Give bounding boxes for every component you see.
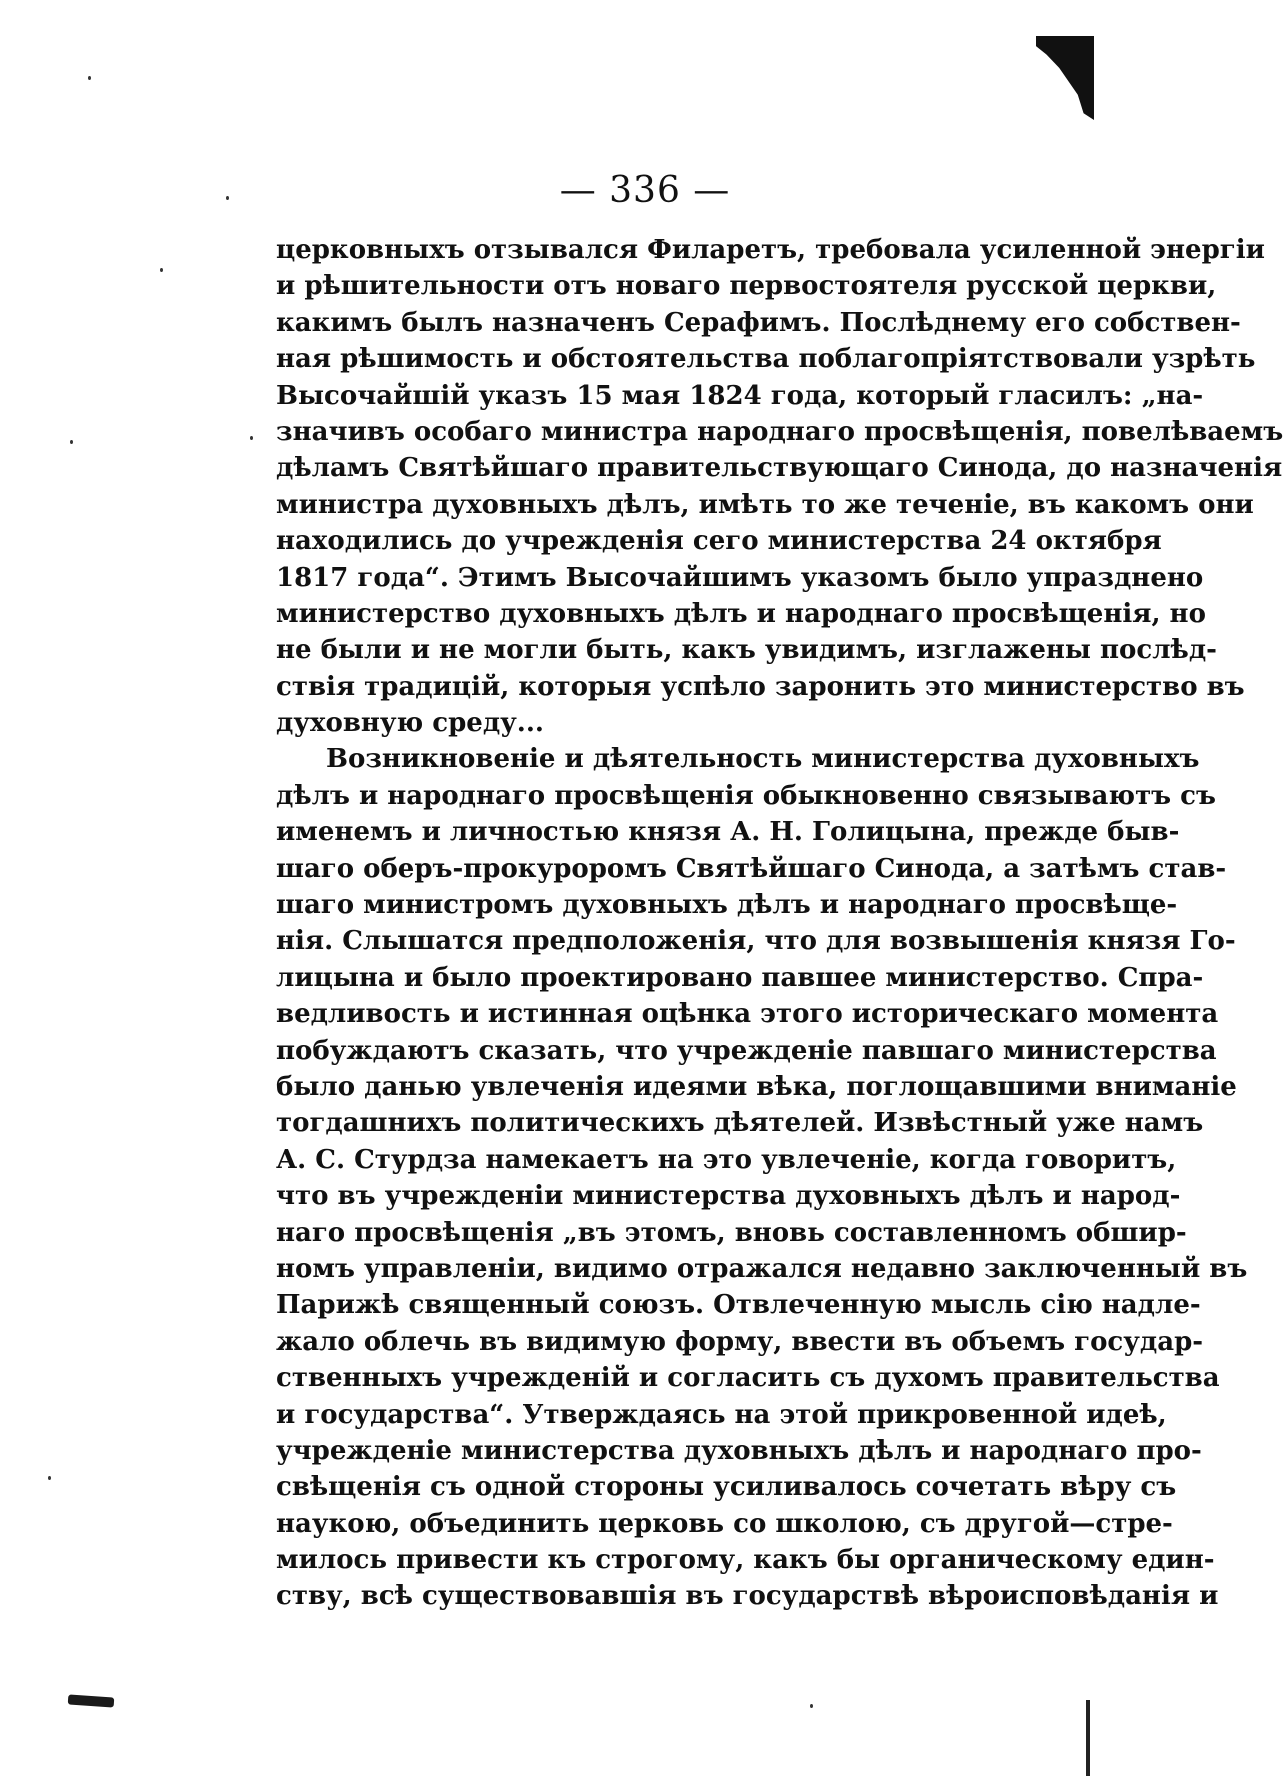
text-line: ству, всѣ существовавшiя въ государствѣ вѣроисповѣданiя и <box>276 1581 1219 1612</box>
text-line: и государства“. Утверждаясь на этой прикровенной идеѣ, <box>276 1399 1167 1430</box>
text-line: ственныхъ учрежденiй и согласить съ духомъ правительства <box>276 1363 1220 1394</box>
paragraph-first-line: Возникновенiе и дѣятельность министерства духовныхъ <box>326 744 1200 775</box>
text-line: министерство духовныхъ дѣлъ и народнаго просвѣщенiя, но <box>276 598 1206 629</box>
speck <box>810 1704 813 1708</box>
page-corner-mark <box>1036 36 1094 120</box>
text-line: наукою, объединить церковь со школою, съ другой—стре- <box>276 1508 1173 1539</box>
speck <box>70 440 73 444</box>
text-line: какимъ былъ назначенъ Серафимъ. Послѣднему его собствен- <box>276 307 1241 338</box>
text-line: тогдашнихъ политическихъ дѣятелей. Извѣстный уже намъ <box>276 1108 1204 1139</box>
page-edge-mark <box>1086 1700 1090 1776</box>
text-line: 1817 года“. Этимъ Высочайшимъ указомъ было упразднено <box>276 562 1204 593</box>
text-line: духовную среду... <box>276 708 544 739</box>
text-line: ная рѣшимость и обстоятельства поблагопрiятствовали узрѣть <box>276 344 1256 375</box>
text-line: шаго оберъ-прокуроромъ Святѣйшаго Синода, а затѣмъ став- <box>276 853 1227 884</box>
speck <box>88 76 91 80</box>
text-line: значивъ особаго министра народнаго просвѣщенiя, повелѣваемъ <box>276 416 1283 447</box>
text-line: дѣламъ Святѣйшаго правительствующаго Синода, до назначенiя <box>276 453 1283 484</box>
text-line: находились до учрежденiя сего министерства 24 октября <box>276 526 1162 557</box>
text-line: министра духовныхъ дѣлъ, имѣть то же теченiе, въ какомъ они <box>276 489 1254 520</box>
text-line: и рѣшительности отъ новаго первостоятеля русской церкви, <box>276 271 1217 302</box>
text-line: ствiя традицiй, которыя успѣло заронить это министерство въ <box>276 671 1245 702</box>
speck <box>160 268 163 272</box>
text-line: свѣщенiя съ одной стороны усиливалось сочетать вѣру съ <box>276 1472 1177 1503</box>
text-line: учрежденiе министерства духовныхъ дѣлъ и народнаго про- <box>276 1435 1202 1466</box>
text-line: церковныхъ отзывался Филаретъ, требовала усиленной энергiи <box>276 235 1265 265</box>
text-line: шаго министромъ духовныхъ дѣлъ и народнаго просвѣще- <box>276 890 1178 921</box>
text-line: было данью увлеченiя идеями вѣка, поглощавшими вниманiе <box>276 1071 1237 1102</box>
text-line: нiя. Слышатся предположенiя, что для возвышенiя князя Го- <box>276 926 1236 957</box>
body-text <box>276 232 1283 1615</box>
text-line: милось привести къ строгому, какъ бы органическому един- <box>276 1545 1215 1576</box>
text-line: ведливость и истинная оцѣнка этого историческаго момента <box>276 999 1219 1030</box>
text-line: жало облечь въ видимую форму, ввести въ объемъ государ- <box>276 1326 1204 1357</box>
speck <box>48 1476 51 1480</box>
text-line: А. С. Стурдза намекаетъ на это увлеченiе, когда говоритъ, <box>276 1144 1177 1175</box>
text-line: лицына и было проектировано павшее министерство. Спра- <box>276 962 1204 993</box>
text-line: номъ управленiи, видимо отражался недавно заключенный въ <box>276 1253 1248 1284</box>
text-line: Парижѣ священный союзъ. Отвлеченную мысль сiю надле- <box>276 1290 1201 1321</box>
text-line: дѣлъ и народнаго просвѣщенiя обыкновенно связываютъ съ <box>276 780 1216 811</box>
ink-blot <box>68 1694 115 1707</box>
text-line: Высочайшiй указъ 15 мая 1824 года, который гласилъ: „на- <box>276 380 1204 411</box>
text-line: наго просвѣщенiя „въ этомъ, вновь составленномъ обшир- <box>276 1217 1187 1248</box>
page-number: — 336 — <box>559 170 731 211</box>
text-line: именемъ и личностью князя А. Н. Голицына, прежде быв- <box>276 817 1180 848</box>
speck <box>250 436 253 440</box>
text-line: побуждаютъ сказать, что учрежденiе павшаго министерства <box>276 1035 1217 1066</box>
text-line: что въ учрежденiи министерства духовныхъ дѣлъ и народ- <box>276 1181 1181 1212</box>
text-line: не были и не могли быть, какъ увидимъ, изглажены послѣд- <box>276 635 1217 666</box>
